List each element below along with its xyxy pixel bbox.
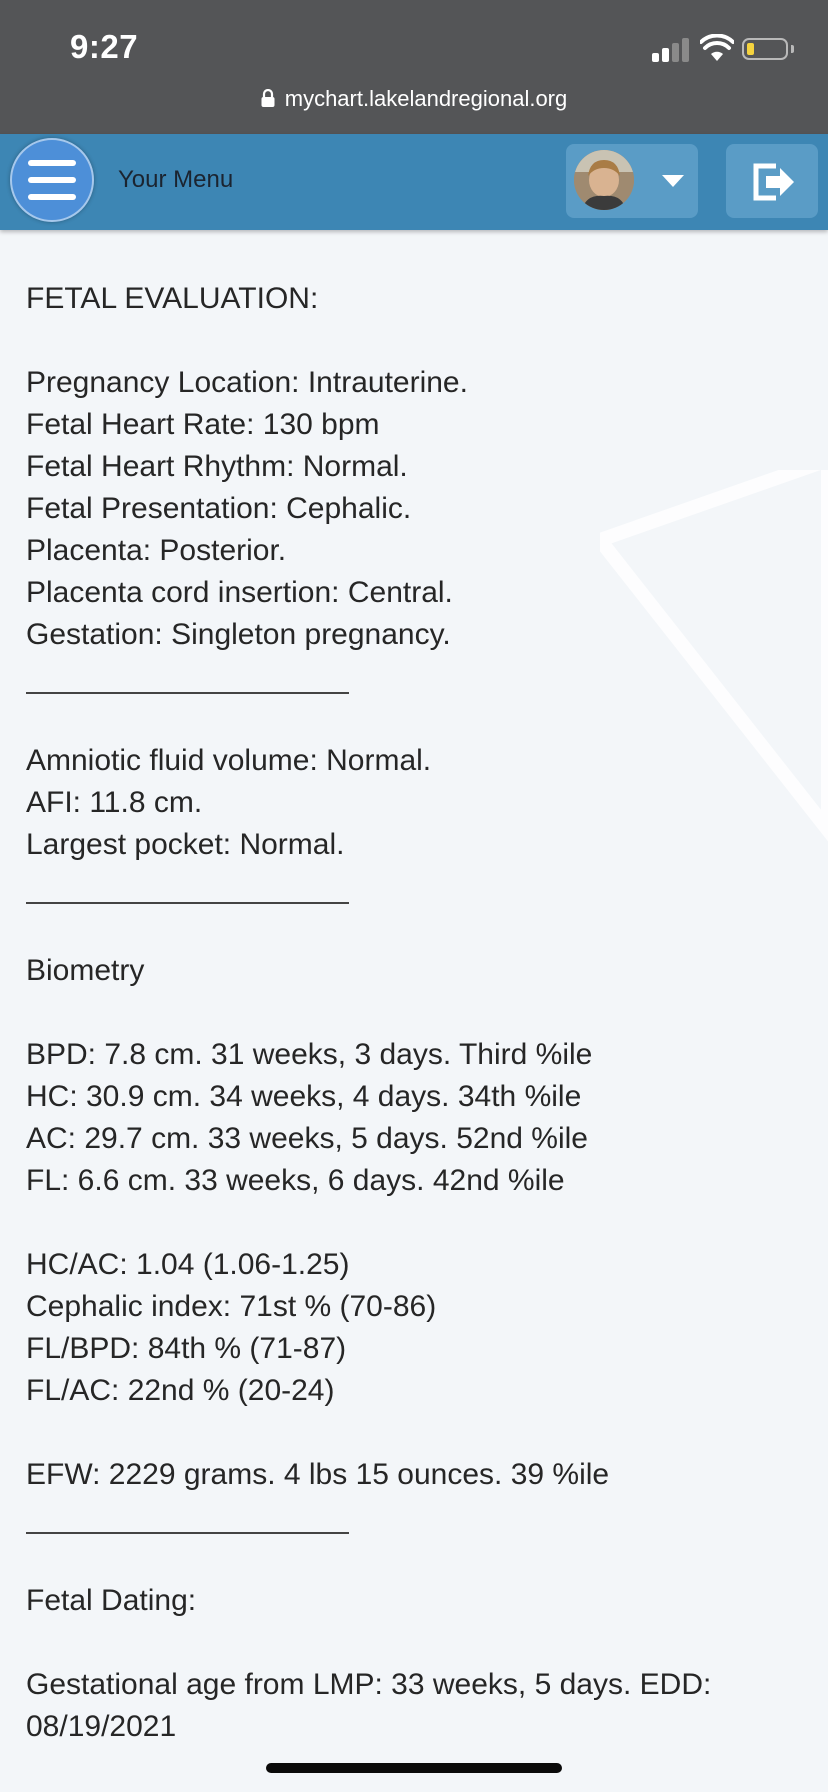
fetal-evaluation-heading: FETAL EVALUATION:: [26, 282, 319, 315]
biometry-measurement: BPD: 7.8 cm. 31 weeks, 3 days. Third %ile: [26, 1038, 593, 1071]
report-line: Fetal Heart Rate: 130 bpm: [26, 408, 380, 441]
hamburger-icon-bar-middle: [28, 177, 76, 183]
hamburger-icon-bar-top: [28, 160, 76, 166]
chevron-down-icon: [662, 175, 684, 187]
battery-icon: [742, 38, 788, 60]
avatar: [574, 150, 634, 210]
biometry-measurement: AC: 29.7 cm. 33 weeks, 5 days. 52nd %ile: [26, 1122, 588, 1155]
url-bar[interactable]: [0, 86, 828, 112]
biometry-ratio: FL/AC: 22nd % (20-24): [26, 1374, 335, 1407]
wifi-icon: [700, 34, 734, 62]
gestational-age-line: Gestational age from LMP: 33 weeks, 5 days. EDD: 08/19/2021: [26, 1668, 712, 1743]
estimated-fetal-weight: EFW: 2229 grams. 4 lbs 15 ounces. 39 %ile: [26, 1458, 610, 1491]
url-text: mychart.lakelandregional.org: [284, 86, 568, 111]
report-line: Fetal Heart Rhythm: Normal.: [26, 450, 408, 483]
report-line: AFI: 11.8 cm.: [26, 786, 203, 819]
battery-tip: [791, 45, 794, 53]
report-line: Fetal Presentation: Cephalic.: [26, 492, 412, 525]
biometry-measurement: HC: 30.9 cm. 34 weeks, 4 days. 34th %ile: [26, 1080, 582, 1113]
report-line: Amniotic fluid volume: Normal.: [26, 744, 432, 777]
section-divider: [26, 656, 349, 698]
report-line: Placenta cord insertion: Central.: [26, 576, 453, 609]
report-line: Gestation: Singleton pregnancy.: [26, 618, 451, 651]
report-line: Largest pocket: Normal.: [26, 828, 345, 861]
section-divider: [26, 1496, 349, 1538]
status-time: 9:27: [70, 28, 139, 65]
fetal-dating-heading: Fetal Dating:: [26, 1584, 197, 1617]
menu-label[interactable]: Your Menu: [118, 166, 234, 193]
biometry-ratio: Cephalic index: 71st % (70-86): [26, 1290, 437, 1323]
biometry-ratio: FL/BPD: 84th % (71-87): [26, 1332, 347, 1365]
report-line: Placenta: Posterior.: [26, 534, 287, 567]
account-menu-button[interactable]: [566, 144, 698, 218]
report-text: [26, 278, 806, 1748]
cellular-signal-icon: [652, 36, 692, 62]
biometry-heading: Biometry: [26, 954, 145, 987]
home-indicator[interactable]: [266, 1763, 562, 1773]
main-menu-button[interactable]: [10, 138, 94, 222]
battery-level: [747, 43, 754, 55]
hamburger-icon-bar-bottom: [28, 194, 76, 200]
biometry-ratio: HC/AC: 1.04 (1.06-1.25): [26, 1248, 350, 1281]
lock-icon: [261, 89, 275, 107]
section-divider: [26, 866, 349, 908]
logout-icon: [752, 162, 796, 202]
logout-button[interactable]: [726, 144, 818, 218]
report-line: Pregnancy Location: Intrauterine.: [26, 366, 468, 399]
status-bar: [0, 0, 828, 134]
biometry-measurement: FL: 6.6 cm. 33 weeks, 6 days. 42nd %ile: [26, 1164, 565, 1197]
app-nav-bar: [0, 134, 828, 230]
